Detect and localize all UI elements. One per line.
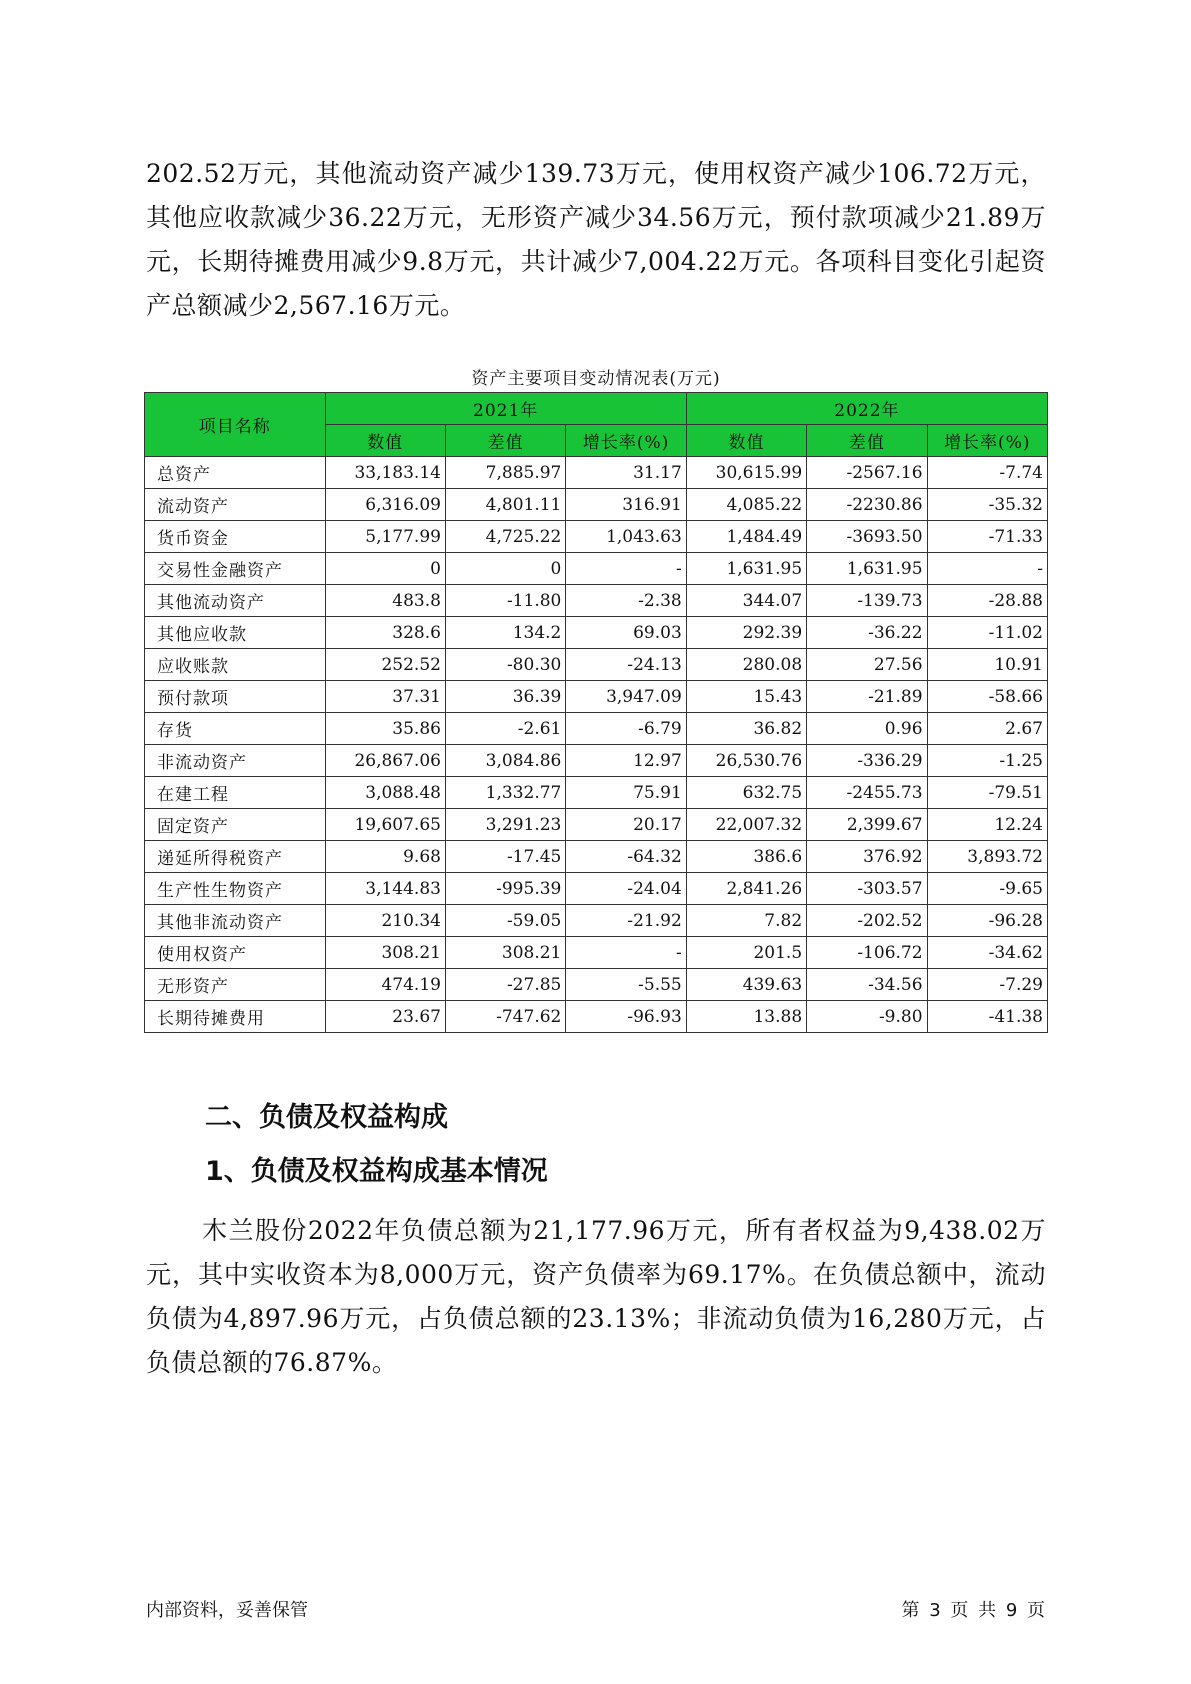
header-sub-value: 数值 — [686, 425, 806, 457]
table-cell: 210.34 — [325, 905, 445, 937]
table-cell: 5,177.99 — [325, 521, 445, 553]
table-cell: 23.67 — [325, 1001, 445, 1033]
table-cell: 3,084.86 — [445, 745, 565, 777]
row-item-name: 使用权资产 — [145, 937, 326, 969]
table-row — [145, 553, 1048, 585]
table-row — [145, 905, 1048, 937]
table-cell: -2.61 — [445, 713, 565, 745]
table-cell: -106.72 — [807, 937, 927, 969]
table-cell: 3,088.48 — [325, 777, 445, 809]
table-cell: 20.17 — [566, 809, 686, 841]
table-cell: -2.38 — [566, 585, 686, 617]
table-cell: 1,631.95 — [686, 553, 806, 585]
table-cell: -21.89 — [807, 681, 927, 713]
table-cell: 316.91 — [566, 489, 686, 521]
table-cell: 252.52 — [325, 649, 445, 681]
table-cell: 75.91 — [566, 777, 686, 809]
table-cell: -41.38 — [927, 1001, 1047, 1033]
table-cell: 3,291.23 — [445, 809, 565, 841]
row-item-name: 固定资产 — [145, 809, 326, 841]
body-paragraph-2: 木兰股份2022年负债总额为21,177.96万元，所有者权益为9,438.02万元，其中实收资本为8,000万元，资产负债率为69.17%。在负债总额中，流动负债为4,897.96万元，占负债总额的23.13%；非流动负债为16,280万元，占负债总额的76.87%。 — [146, 1216, 1046, 1377]
table-cell: 2.67 — [927, 713, 1047, 745]
table-cell: -202.52 — [807, 905, 927, 937]
table-cell: -17.45 — [445, 841, 565, 873]
table-cell: 0 — [325, 553, 445, 585]
table-cell: -35.32 — [927, 489, 1047, 521]
row-item-name: 其他流动资产 — [145, 585, 326, 617]
table-row — [145, 617, 1048, 649]
table-body — [145, 457, 1048, 1033]
table-row — [145, 457, 1048, 489]
row-item-name: 流动资产 — [145, 489, 326, 521]
table-cell: 7,885.97 — [445, 457, 565, 489]
table-cell: -11.02 — [927, 617, 1047, 649]
table-cell: -303.57 — [807, 873, 927, 905]
table-cell: -995.39 — [445, 873, 565, 905]
table-cell: -336.29 — [807, 745, 927, 777]
table-row — [145, 713, 1048, 745]
table-cell: 344.07 — [686, 585, 806, 617]
row-item-name: 非流动资产 — [145, 745, 326, 777]
header-item-name: 项目名称 — [145, 393, 326, 457]
table-cell: 26,867.06 — [325, 745, 445, 777]
row-item-name: 无形资产 — [145, 969, 326, 1001]
table-cell: 13.88 — [686, 1001, 806, 1033]
table-cell: 376.92 — [807, 841, 927, 873]
section-heading: 二、负债及权益构成 — [205, 1102, 448, 1133]
row-item-name: 预付款项 — [145, 681, 326, 713]
header-sub-value: 数值 — [325, 425, 445, 457]
table-cell: -2455.73 — [807, 777, 927, 809]
table-cell: 632.75 — [686, 777, 806, 809]
header-sub-diff: 差值 — [445, 425, 565, 457]
table-cell: 0 — [445, 553, 565, 585]
row-item-name: 递延所得税资产 — [145, 841, 326, 873]
row-item-name: 货币资金 — [145, 521, 326, 553]
table-cell: - — [566, 937, 686, 969]
table-cell: -9.80 — [807, 1001, 927, 1033]
table-cell: 1,043.63 — [566, 521, 686, 553]
table-cell: 3,947.09 — [566, 681, 686, 713]
row-item-name: 交易性金融资产 — [145, 553, 326, 585]
body-paragraph-1: 202.52万元，其他流动资产减少139.73万元，使用权资产减少106.72万元，其他应收款减少36.22万元，无形资产减少34.56万元，预付款项减少21.89万元，长期待摊费用减少9.8万元，共计减少7,004.22万元。各项科目变化引起资产总额减少2,567.16万元。 — [146, 159, 1046, 320]
table-cell: 308.21 — [325, 937, 445, 969]
table-cell: -59.05 — [445, 905, 565, 937]
table-cell: - — [927, 553, 1047, 585]
table-cell: 3,144.83 — [325, 873, 445, 905]
footer-page-number: 第 3 页 共 9 页 — [901, 1600, 1045, 1621]
table-cell: 12.97 — [566, 745, 686, 777]
header-sub-growth: 增长率(%) — [927, 425, 1047, 457]
table-row — [145, 969, 1048, 1001]
table-header-row-1 — [145, 393, 1048, 425]
table-cell: 483.8 — [325, 585, 445, 617]
table-cell: 15.43 — [686, 681, 806, 713]
table-cell: 22,007.32 — [686, 809, 806, 841]
table-cell: 10.91 — [927, 649, 1047, 681]
table-cell: -2567.16 — [807, 457, 927, 489]
table-cell: -58.66 — [927, 681, 1047, 713]
table-cell: 1,332.77 — [445, 777, 565, 809]
row-item-name: 在建工程 — [145, 777, 326, 809]
table-cell: 26,530.76 — [686, 745, 806, 777]
table-cell: -7.29 — [927, 969, 1047, 1001]
header-year-2021: 2021年 — [325, 393, 686, 425]
asset-changes-table — [144, 392, 1048, 1033]
table-row — [145, 937, 1048, 969]
table-cell: -747.62 — [445, 1001, 565, 1033]
table-row — [145, 1001, 1048, 1033]
table-cell: 2,841.26 — [686, 873, 806, 905]
table-cell: -34.56 — [807, 969, 927, 1001]
table-cell: -9.65 — [927, 873, 1047, 905]
table-cell: -64.32 — [566, 841, 686, 873]
table-cell: -2230.86 — [807, 489, 927, 521]
table-cell: 439.63 — [686, 969, 806, 1001]
table-cell: -5.55 — [566, 969, 686, 1001]
table-cell: 33,183.14 — [325, 457, 445, 489]
table-row — [145, 649, 1048, 681]
table-cell: -24.13 — [566, 649, 686, 681]
table-cell: 2,399.67 — [807, 809, 927, 841]
table-cell: - — [566, 553, 686, 585]
table-row — [145, 489, 1048, 521]
table-cell: -96.93 — [566, 1001, 686, 1033]
table-cell: 69.03 — [566, 617, 686, 649]
table-cell: -6.79 — [566, 713, 686, 745]
table-cell: -24.04 — [566, 873, 686, 905]
footer-confidential-note: 内部资料，妥善保管 — [146, 1600, 308, 1621]
table-cell: 292.39 — [686, 617, 806, 649]
table-cell: 3,893.72 — [927, 841, 1047, 873]
table-cell: 6,316.09 — [325, 489, 445, 521]
table-cell: -1.25 — [927, 745, 1047, 777]
table-row — [145, 809, 1048, 841]
row-item-name: 其他非流动资产 — [145, 905, 326, 937]
table-cell: 27.56 — [807, 649, 927, 681]
table-cell: -96.28 — [927, 905, 1047, 937]
table-cell: -21.92 — [566, 905, 686, 937]
subsection-heading: 1、负债及权益构成基本情况 — [205, 1156, 548, 1187]
table-row — [145, 777, 1048, 809]
table-cell: -36.22 — [807, 617, 927, 649]
row-item-name: 应收账款 — [145, 649, 326, 681]
header-sub-diff: 差值 — [807, 425, 927, 457]
table-cell: 386.6 — [686, 841, 806, 873]
table-caption: 资产主要项目变动情况表(万元) — [471, 369, 721, 389]
table-cell: -27.85 — [445, 969, 565, 1001]
table-cell: 12.24 — [927, 809, 1047, 841]
table-cell: 37.31 — [325, 681, 445, 713]
row-item-name: 总资产 — [145, 457, 326, 489]
table-row — [145, 745, 1048, 777]
table-cell: 280.08 — [686, 649, 806, 681]
table-cell: 0.96 — [807, 713, 927, 745]
row-item-name: 存货 — [145, 713, 326, 745]
table-cell: 36.39 — [445, 681, 565, 713]
table-row — [145, 585, 1048, 617]
row-item-name: 其他应收款 — [145, 617, 326, 649]
table-cell: -3693.50 — [807, 521, 927, 553]
table-row — [145, 873, 1048, 905]
table-row — [145, 681, 1048, 713]
table-cell: 474.19 — [325, 969, 445, 1001]
table-cell: 1,484.49 — [686, 521, 806, 553]
row-item-name: 生产性生物资产 — [145, 873, 326, 905]
table-cell: -7.74 — [927, 457, 1047, 489]
header-sub-growth: 增长率(%) — [566, 425, 686, 457]
table-cell: 308.21 — [445, 937, 565, 969]
table-cell: 7.82 — [686, 905, 806, 937]
header-year-2022: 2022年 — [686, 393, 1047, 425]
table-cell: 9.68 — [325, 841, 445, 873]
table-cell: 201.5 — [686, 937, 806, 969]
table-cell: 19,607.65 — [325, 809, 445, 841]
table-row — [145, 841, 1048, 873]
table-cell: 36.82 — [686, 713, 806, 745]
row-item-name: 长期待摊费用 — [145, 1001, 326, 1033]
table-cell: -11.80 — [445, 585, 565, 617]
table-cell: 30,615.99 — [686, 457, 806, 489]
table-cell: 4,801.11 — [445, 489, 565, 521]
table-cell: 35.86 — [325, 713, 445, 745]
table-cell: -79.51 — [927, 777, 1047, 809]
table-cell: -139.73 — [807, 585, 927, 617]
table-cell: 4,085.22 — [686, 489, 806, 521]
table-cell: -71.33 — [927, 521, 1047, 553]
table-cell: 134.2 — [445, 617, 565, 649]
table-cell: -34.62 — [927, 937, 1047, 969]
table-row — [145, 521, 1048, 553]
table-cell: 31.17 — [566, 457, 686, 489]
table-cell: -80.30 — [445, 649, 565, 681]
table-cell: 1,631.95 — [807, 553, 927, 585]
table-cell: 4,725.22 — [445, 521, 565, 553]
table-cell: -28.88 — [927, 585, 1047, 617]
table-cell: 328.6 — [325, 617, 445, 649]
